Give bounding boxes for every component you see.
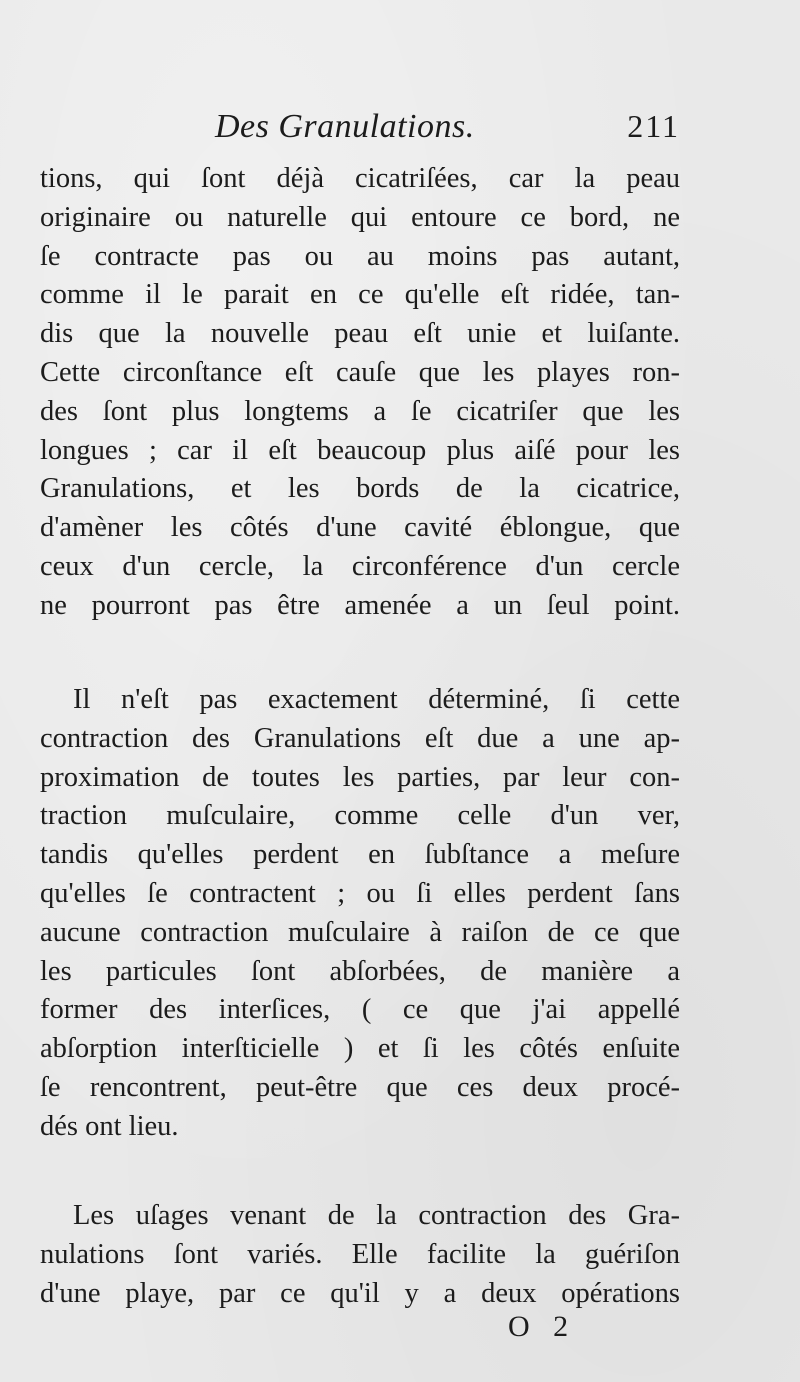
- text-line: proximation de toutes les parties, par leur con-: [40, 761, 680, 793]
- text-line: traction muſculaire, comme celle d'un ver,: [40, 800, 680, 832]
- running-title: Des Granulations.: [215, 108, 475, 145]
- page-number: 211: [627, 108, 680, 144]
- text-line: tandis qu'elles perdent en ſubſtance a meſure: [40, 839, 680, 871]
- text-line: d'une playe, par ce qu'il y a deux opérations: [40, 1277, 680, 1309]
- text-line: originaire ou naturelle qui entoure ce bord, ne: [40, 201, 680, 233]
- text-line: Granulations, et les bords de la cicatrice,: [40, 473, 680, 505]
- text-line: ſe rencontrent, peut-être que ces deux procé-: [40, 1071, 680, 1103]
- text-line: des ſont plus longtems a ſe cicatriſer que les: [40, 395, 680, 427]
- text-line: les particules ſont abſorbées, de manière a: [40, 955, 680, 987]
- text-line: aucune contraction muſculaire à raiſon de ce que: [40, 916, 680, 948]
- text-line: tions, qui ſont déjà cicatriſées, car la peau: [40, 163, 680, 194]
- paragraph-2: [40, 681, 680, 1147]
- text-line: qu'elles ſe contractent ; ou ſi elles perdent ſans: [40, 877, 680, 909]
- text-line: abſorption interſticielle ) et ſi les côtés enſuite: [40, 1033, 680, 1065]
- text-line: nulations ſont variés. Elle facilite la guériſon: [40, 1238, 680, 1270]
- text-line: contraction des Granulations eſt due a une ap-: [40, 722, 680, 754]
- text-line: ceux d'un cercle, la circonférence d'un cercle: [40, 550, 680, 582]
- text-line: longues ; car il eſt beaucoup plus aiſé pour les: [40, 434, 680, 466]
- text-line: Il n'eſt pas exactement déterminé, ſi cette: [73, 684, 680, 715]
- text-line: former des interſices, ( ce que j'ai appellé: [40, 994, 680, 1026]
- text-line: ne pourront pas être amenée a un ſeul point.: [40, 589, 680, 621]
- text-line: dés ont lieu.: [40, 1110, 179, 1142]
- paragraph-3: [40, 1197, 680, 1313]
- text-line: comme il le parait en ce qu'elle eſt ridée, tan-: [40, 279, 680, 311]
- text-line: d'amèner les côtés d'une cavité éblongue, que: [40, 512, 680, 544]
- text-line: Les uſages venant de la contraction des Gra-: [73, 1200, 680, 1231]
- text-line: Cette circonſtance eſt cauſe que les playes ron-: [40, 356, 680, 388]
- running-head: [40, 108, 680, 158]
- signature-mark: O 2: [508, 1310, 577, 1343]
- text-line: ſe contracte pas ou au moins pas autant,: [40, 240, 680, 272]
- paragraph-1: [40, 160, 680, 626]
- text-line: dis que la nouvelle peau eſt unie et luiſante.: [40, 318, 680, 350]
